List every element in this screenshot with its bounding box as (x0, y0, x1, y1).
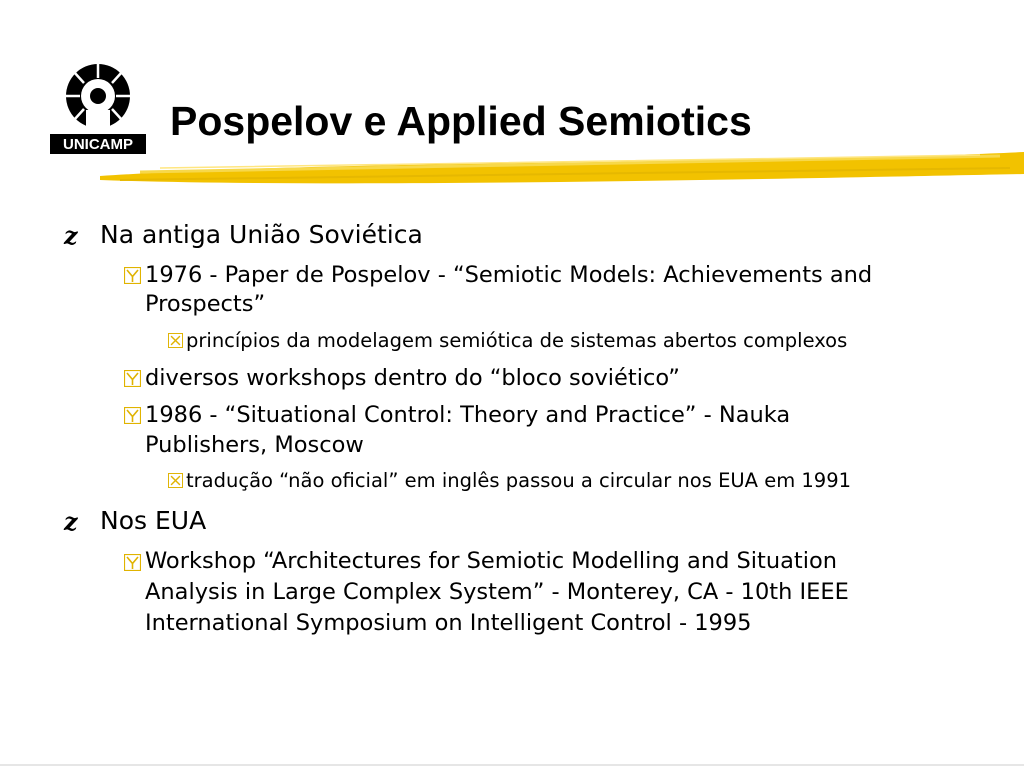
slide-title: Pospelov e Applied Semiotics (170, 98, 752, 144)
footer-divider (0, 764, 1024, 766)
bullet-level2-workshop-line2: Analysis in Large Complex System” - Monterey, CA - 10th IEEE (145, 579, 849, 605)
checkbox-y-icon (124, 370, 141, 387)
bullet-level2-1976-line2: Prospects” (145, 291, 266, 317)
logo-text: UNICAMP (63, 136, 133, 153)
bullet-level2-1986-line1: 1986 - “Situational Control: Theory and Practice” - Nauka (145, 402, 791, 428)
bullet-level2-1986-line2: Publishers, Moscow (145, 432, 364, 458)
checkbox-x-icon (168, 473, 183, 488)
checkbox-y-icon (124, 267, 141, 284)
bullet-level2-workshops: diversos workshops dentro do “bloco soviético” (145, 365, 680, 391)
bullet-level2-workshop-line3: International Symposium on Intelligent Control - 1995 (145, 610, 752, 636)
bullet-level1-eua: Nos EUA (100, 506, 207, 535)
bullet-level2-workshop-line1: Workshop “Architectures for Semiotic Modelling and Situation (145, 548, 838, 574)
bullet-level2-1976-line1: 1976 - Paper de Pospelov - “Semiotic Models: Achievements and (145, 262, 873, 288)
unicamp-logo (48, 58, 148, 158)
checkbox-x-icon (168, 333, 183, 348)
checkbox-y-icon (124, 407, 141, 424)
bullet-level3-principios: princípios da modelagem semiótica de sistemas abertos complexos (186, 329, 848, 352)
bullet-z-icon: z (64, 221, 78, 250)
bullet-z-icon: z (64, 507, 78, 536)
title-underline-brush (100, 146, 1024, 190)
checkbox-y-icon (124, 554, 141, 571)
bullet-level1-soviet: Na antiga União Soviética (100, 220, 423, 249)
bullet-level3-traducao: tradução “não oficial” em inglês passou a circular nos EUA em 1991 (186, 469, 852, 492)
